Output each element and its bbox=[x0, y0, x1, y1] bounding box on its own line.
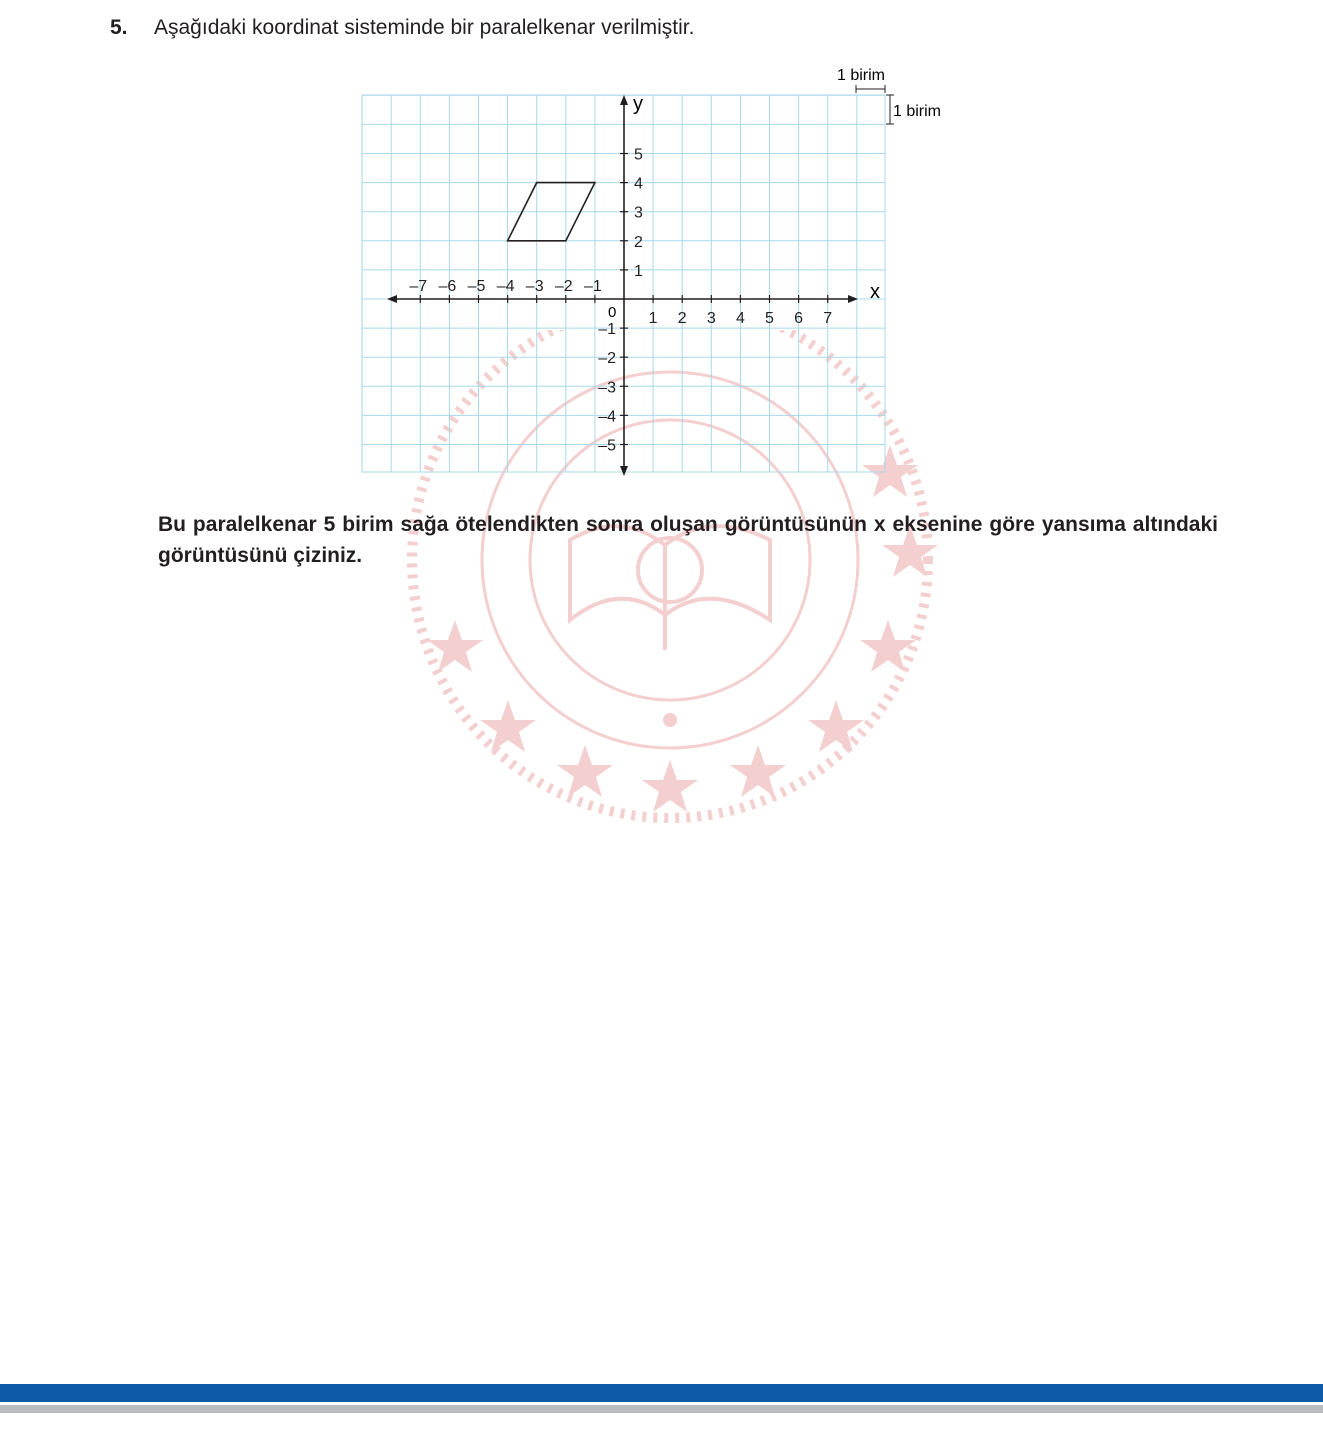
x-axis-label: x bbox=[870, 281, 880, 303]
y-axis-arrow-down bbox=[620, 466, 628, 476]
unit-label-horizontal: 1 birim bbox=[837, 67, 886, 84]
x-tick-label: 2 bbox=[677, 310, 687, 327]
question-intro: Aşağıdaki koordinat sisteminde bir paralelkenar verilmiştir. bbox=[154, 16, 695, 39]
coordinate-graph bbox=[340, 58, 980, 488]
y-tick-label: 2 bbox=[634, 233, 643, 251]
x-tick-label: –1 bbox=[584, 278, 602, 295]
x-tick-label: –2 bbox=[554, 278, 573, 295]
y-tick-label: 1 bbox=[634, 262, 643, 280]
y-tick-label: 5 bbox=[634, 146, 643, 164]
y-tick-label: 4 bbox=[634, 175, 643, 193]
y-tick-label: 3 bbox=[634, 204, 643, 222]
y-axis-arrow-up bbox=[620, 95, 628, 105]
unit-indicator-horizontal bbox=[856, 85, 885, 93]
footer-gray-bar bbox=[0, 1405, 1323, 1413]
x-tick-label: –6 bbox=[438, 278, 457, 295]
x-tick-label: 1 bbox=[648, 310, 658, 327]
x-tick-label: 6 bbox=[794, 310, 804, 327]
x-axis-arrow-left bbox=[387, 295, 397, 303]
x-tick-label: –3 bbox=[525, 278, 544, 295]
x-tick-label: 5 bbox=[765, 310, 774, 327]
unit-label-vertical: 1 birim bbox=[893, 103, 942, 120]
y-tick-label: –1 bbox=[598, 321, 616, 339]
y-tick-label: –2 bbox=[598, 350, 616, 368]
y-tick-label: –5 bbox=[598, 437, 616, 455]
axes bbox=[387, 95, 858, 476]
x-tick-label: –4 bbox=[496, 278, 515, 295]
y-axis-label: y bbox=[633, 93, 643, 115]
x-tick-label: –5 bbox=[467, 278, 486, 295]
x-tick-label: 3 bbox=[706, 310, 716, 327]
y-tick-label: –3 bbox=[598, 379, 616, 397]
tick-labels bbox=[409, 147, 832, 455]
y-tick-label: –4 bbox=[598, 408, 616, 426]
question-task: Bu paralelkenar 5 birim sağa ötelendikten sonra oluşan görüntüsünün x eksenine göre yansıma altındaki görüntüsünü çiziniz. bbox=[158, 513, 1218, 567]
footer-blue-bar bbox=[0, 1384, 1323, 1402]
question-number: 5. bbox=[110, 16, 128, 39]
x-tick-label: 4 bbox=[735, 310, 745, 327]
x-tick-label: –7 bbox=[409, 278, 428, 295]
origin-label: 0 bbox=[608, 304, 617, 321]
x-tick-label: 7 bbox=[823, 310, 833, 327]
